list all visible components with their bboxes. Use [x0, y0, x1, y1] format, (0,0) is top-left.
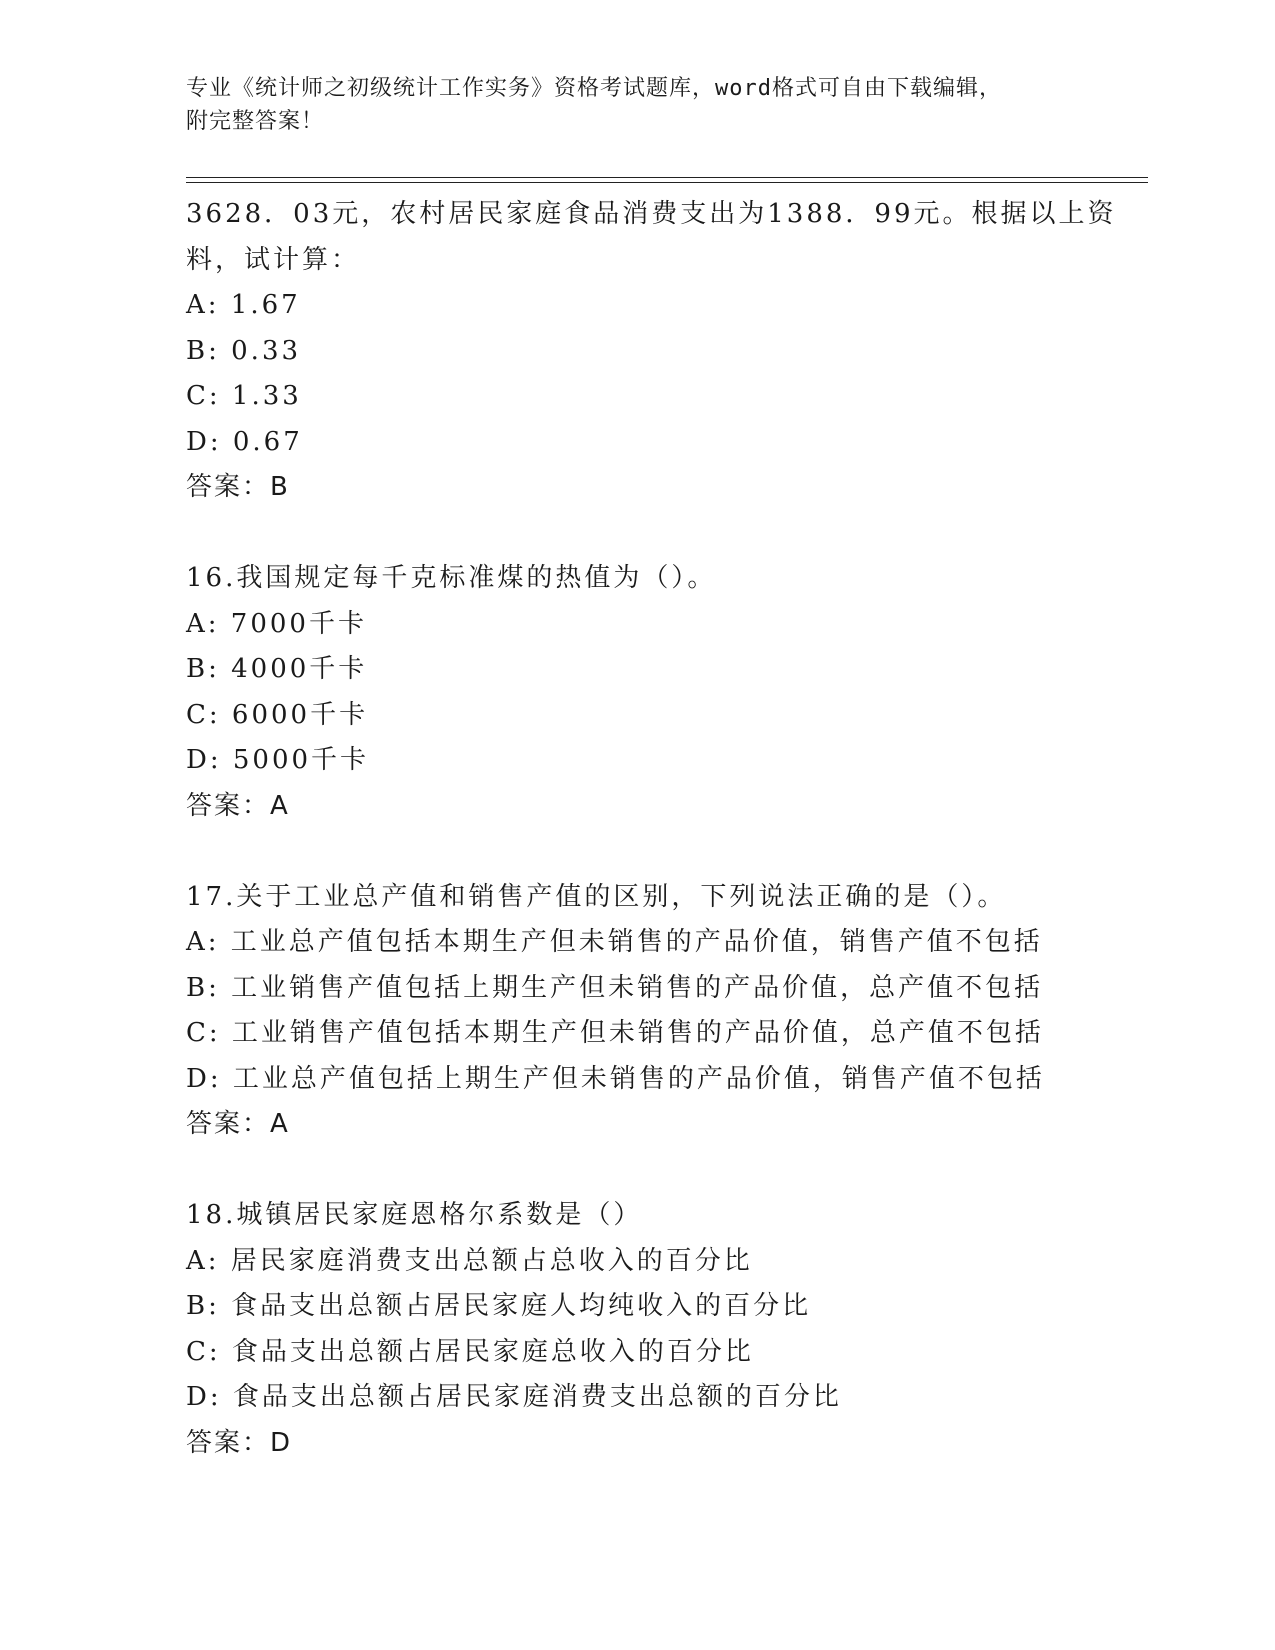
option-d: D: 工业总产值包括上期生产但未销售的产品价值，销售产值不包括 — [186, 1063, 1045, 1094]
answer-label: 答案：B — [186, 472, 290, 502]
option-c: C: 工业销售产值包括本期生产但未销售的产品价值，总产值不包括 — [186, 1018, 1044, 1048]
question-16-block — [186, 556, 1146, 829]
option-b: B: 工业销售产值包括上期生产但未销售的产品价值，总产值不包括 — [186, 972, 1044, 1003]
question-list — [186, 192, 1146, 1466]
option-c: C: 6000千卡 — [186, 699, 369, 730]
option-c: C: 食品支出总额占居民家庭总收入的百分比 — [186, 1336, 754, 1367]
question-15-text-line-1: 3628．03元，农村居民家庭食品消费支出为1388．99元。根据以上资 — [186, 199, 1117, 229]
header-line-1: 专业《统计师之初级统计工作实务》资格考试题库，word格式可自由下载编辑， — [186, 76, 1002, 101]
question-16-text: 16.我国规定每千克标准煤的热值为（）。 — [186, 563, 717, 593]
spacer — [186, 511, 1146, 557]
option-a: A: 工业总产值包括本期生产但未销售的产品价值，销售产值不包括 — [186, 927, 1043, 957]
question-18-text: 18.城镇居民家庭恩格尔系数是（） — [186, 1200, 643, 1230]
question-18-block — [186, 1193, 1146, 1466]
option-a: A: 7000千卡 — [186, 608, 367, 639]
spacer — [186, 829, 1146, 875]
answer-label: 答案：A — [186, 790, 290, 821]
option-c: C: 1.33 — [186, 381, 302, 411]
option-a: A: 1.67 — [186, 290, 301, 320]
option-b: B: 食品支出总额占居民家庭人均纯收入的百分比 — [186, 1291, 812, 1321]
option-b: B: 4000千卡 — [186, 654, 368, 684]
spacer — [186, 1148, 1146, 1194]
document-header — [186, 72, 1146, 138]
option-a: A: 居民家庭消费支出总额占总收入的百分比 — [186, 1245, 753, 1276]
answer-label: 答案：D — [186, 1427, 293, 1458]
header-divider-bottom — [186, 182, 1148, 183]
question-17-block — [186, 875, 1146, 1148]
option-d: D: 0.67 — [186, 426, 303, 457]
question-17-text: 17.关于工业总产值和销售产值的区别，下列说法正确的是（）。 — [186, 881, 1007, 912]
question-15-block — [186, 192, 1146, 511]
option-b: B: 0.33 — [186, 335, 302, 366]
header-divider-top — [186, 177, 1148, 178]
option-d: D: 5000千卡 — [186, 745, 370, 775]
option-d: D: 食品支出总额占居民家庭消费支出总额的百分比 — [186, 1382, 842, 1412]
question-15-text-line-2: 料，试计算： — [186, 244, 361, 275]
answer-label: 答案：A — [186, 1109, 290, 1139]
header-line-2: 附完整答案！ — [186, 109, 325, 134]
